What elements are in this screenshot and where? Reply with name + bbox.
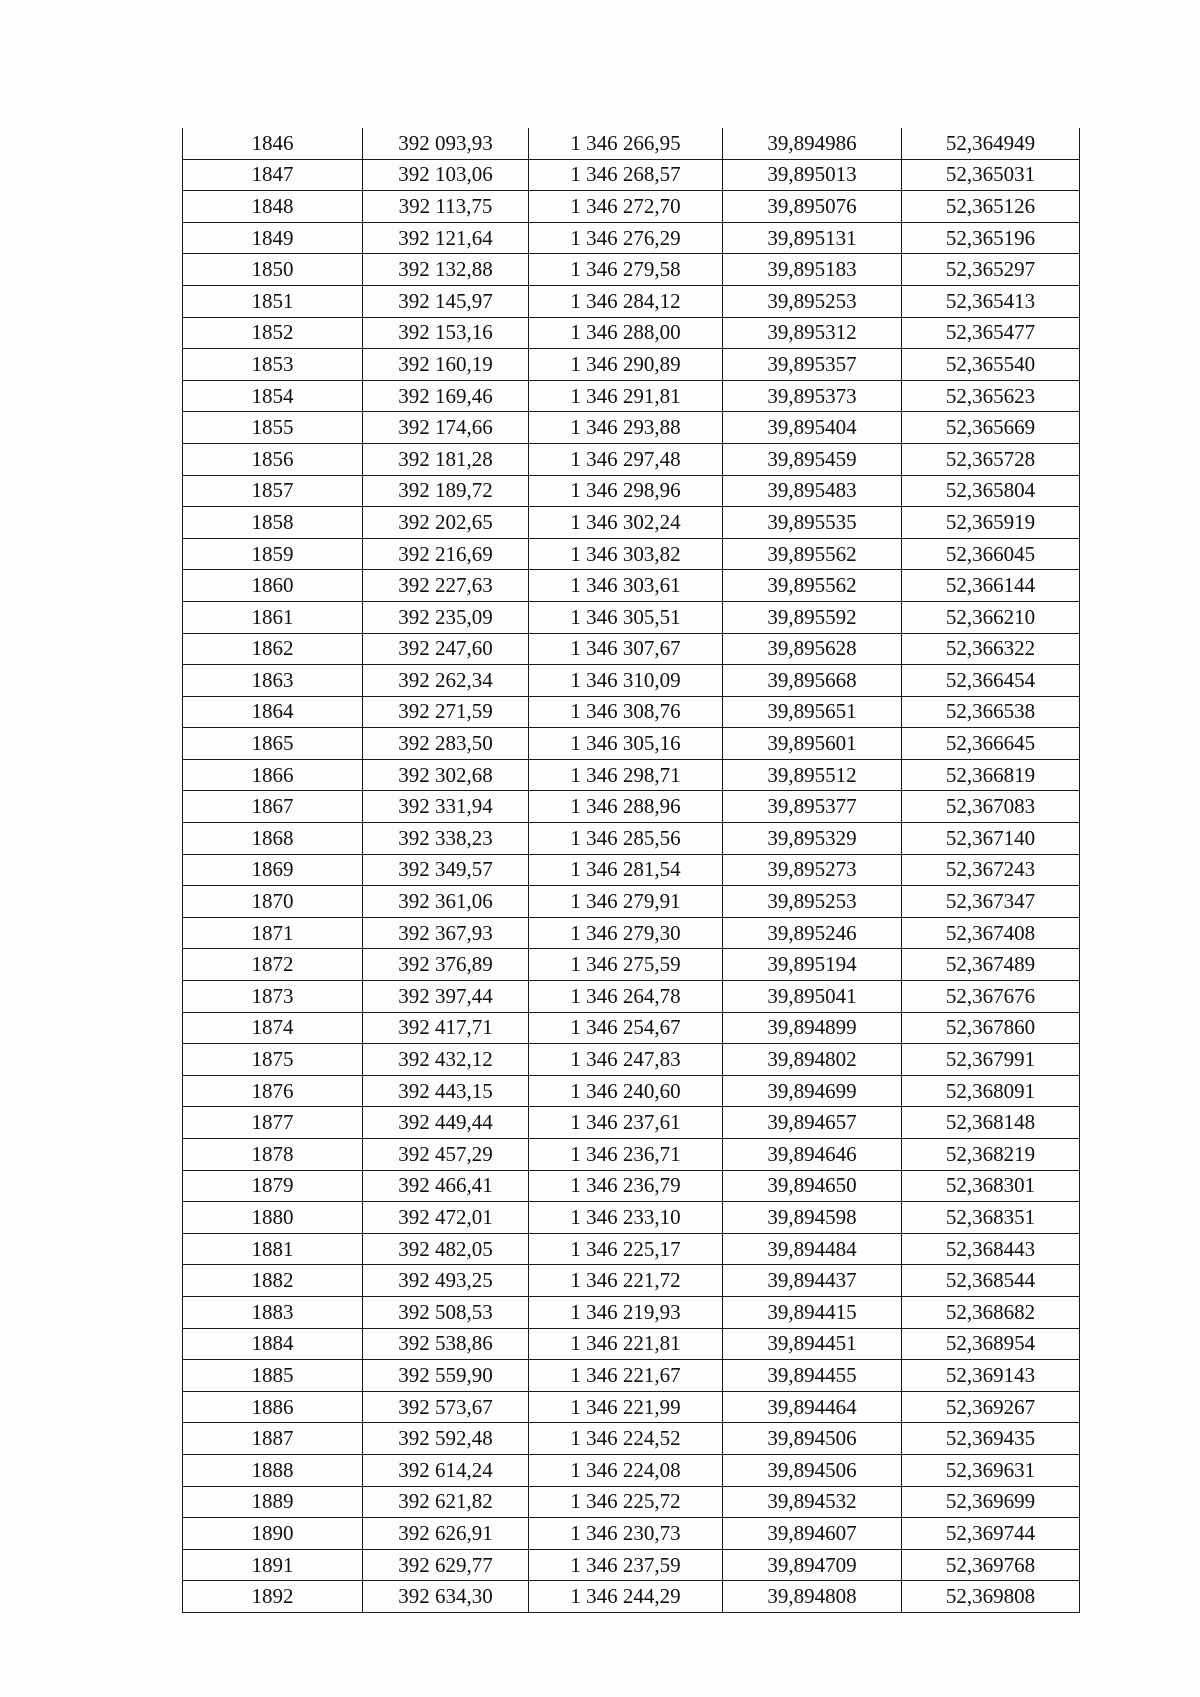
latitude-cell: 52,366454 — [902, 665, 1080, 697]
latitude-cell: 52,365804 — [902, 475, 1080, 507]
latitude-cell: 52,365196 — [902, 222, 1080, 254]
table-row — [183, 1202, 1080, 1234]
latitude-cell: 52,367860 — [902, 1012, 1080, 1044]
y-coordinate-cell: 1 346 237,59 — [529, 1549, 723, 1581]
point-number-cell: 1878 — [183, 1139, 363, 1171]
table-row — [183, 1265, 1080, 1297]
y-coordinate-cell: 1 346 291,81 — [529, 380, 723, 412]
table-row — [183, 475, 1080, 507]
table-row — [183, 886, 1080, 918]
point-number-cell: 1884 — [183, 1328, 363, 1360]
latitude-cell: 52,369744 — [902, 1518, 1080, 1550]
longitude-cell: 39,894808 — [723, 1581, 902, 1613]
y-coordinate-cell: 1 346 275,59 — [529, 949, 723, 981]
y-coordinate-cell: 1 346 244,29 — [529, 1581, 723, 1613]
point-number-cell: 1868 — [183, 823, 363, 855]
x-coordinate-cell: 392 349,57 — [363, 854, 529, 886]
longitude-cell: 39,894598 — [723, 1202, 902, 1234]
x-coordinate-cell: 392 113,75 — [363, 191, 529, 223]
point-number-cell: 1853 — [183, 349, 363, 381]
latitude-cell: 52,366322 — [902, 633, 1080, 665]
longitude-cell: 39,895535 — [723, 507, 902, 539]
longitude-cell: 39,895404 — [723, 412, 902, 444]
table-row — [183, 1107, 1080, 1139]
y-coordinate-cell: 1 346 225,72 — [529, 1486, 723, 1518]
longitude-cell: 39,895459 — [723, 443, 902, 475]
latitude-cell: 52,365623 — [902, 380, 1080, 412]
table-row — [183, 854, 1080, 886]
x-coordinate-cell: 392 145,97 — [363, 285, 529, 317]
longitude-cell: 39,895041 — [723, 981, 902, 1013]
point-number-cell: 1879 — [183, 1170, 363, 1202]
y-coordinate-cell: 1 346 240,60 — [529, 1075, 723, 1107]
point-number-cell: 1847 — [183, 159, 363, 191]
y-coordinate-cell: 1 346 221,72 — [529, 1265, 723, 1297]
latitude-cell: 52,369808 — [902, 1581, 1080, 1613]
longitude-cell: 39,894607 — [723, 1518, 902, 1550]
latitude-cell: 52,369699 — [902, 1486, 1080, 1518]
longitude-cell: 39,895562 — [723, 538, 902, 570]
latitude-cell: 52,368443 — [902, 1233, 1080, 1265]
point-number-cell: 1875 — [183, 1044, 363, 1076]
latitude-cell: 52,364949 — [902, 128, 1080, 159]
longitude-cell: 39,895377 — [723, 791, 902, 823]
point-number-cell: 1846 — [183, 128, 363, 159]
table-row — [183, 222, 1080, 254]
point-number-cell: 1866 — [183, 759, 363, 791]
longitude-cell: 39,894506 — [723, 1454, 902, 1486]
table-row — [183, 570, 1080, 602]
latitude-cell: 52,366045 — [902, 538, 1080, 570]
point-number-cell: 1883 — [183, 1296, 363, 1328]
x-coordinate-cell: 392 361,06 — [363, 886, 529, 918]
point-number-cell: 1863 — [183, 665, 363, 697]
y-coordinate-cell: 1 346 288,96 — [529, 791, 723, 823]
longitude-cell: 39,895253 — [723, 886, 902, 918]
y-coordinate-cell: 1 346 221,67 — [529, 1360, 723, 1392]
table-row — [183, 1044, 1080, 1076]
latitude-cell: 52,366210 — [902, 601, 1080, 633]
x-coordinate-cell: 392 132,88 — [363, 254, 529, 286]
table-row — [183, 949, 1080, 981]
table-row — [183, 1139, 1080, 1171]
y-coordinate-cell: 1 346 268,57 — [529, 159, 723, 191]
table-row — [183, 412, 1080, 444]
point-number-cell: 1857 — [183, 475, 363, 507]
y-coordinate-cell: 1 346 305,51 — [529, 601, 723, 633]
point-number-cell: 1872 — [183, 949, 363, 981]
longitude-cell: 39,895601 — [723, 728, 902, 760]
point-number-cell: 1860 — [183, 570, 363, 602]
latitude-cell: 52,367243 — [902, 854, 1080, 886]
latitude-cell: 52,366538 — [902, 696, 1080, 728]
table-row — [183, 1360, 1080, 1392]
y-coordinate-cell: 1 346 236,79 — [529, 1170, 723, 1202]
y-coordinate-cell: 1 346 221,99 — [529, 1391, 723, 1423]
y-coordinate-cell: 1 346 224,08 — [529, 1454, 723, 1486]
y-coordinate-cell: 1 346 254,67 — [529, 1012, 723, 1044]
table-row — [183, 823, 1080, 855]
point-number-cell: 1848 — [183, 191, 363, 223]
y-coordinate-cell: 1 346 221,81 — [529, 1328, 723, 1360]
table-row — [183, 601, 1080, 633]
x-coordinate-cell: 392 629,77 — [363, 1549, 529, 1581]
longitude-cell: 39,895194 — [723, 949, 902, 981]
longitude-cell: 39,894484 — [723, 1233, 902, 1265]
table-row — [183, 1012, 1080, 1044]
longitude-cell: 39,895246 — [723, 917, 902, 949]
point-number-cell: 1874 — [183, 1012, 363, 1044]
latitude-cell: 52,367140 — [902, 823, 1080, 855]
table-row — [183, 696, 1080, 728]
longitude-cell: 39,895183 — [723, 254, 902, 286]
table-row — [183, 1233, 1080, 1265]
table-row — [183, 285, 1080, 317]
longitude-cell: 39,894709 — [723, 1549, 902, 1581]
latitude-cell: 52,365031 — [902, 159, 1080, 191]
x-coordinate-cell: 392 160,19 — [363, 349, 529, 381]
longitude-cell: 39,895668 — [723, 665, 902, 697]
latitude-cell: 52,365919 — [902, 507, 1080, 539]
table-row — [183, 128, 1080, 159]
y-coordinate-cell: 1 346 233,10 — [529, 1202, 723, 1234]
table-row — [183, 538, 1080, 570]
longitude-cell: 39,894532 — [723, 1486, 902, 1518]
x-coordinate-cell: 392 153,16 — [363, 317, 529, 349]
point-number-cell: 1871 — [183, 917, 363, 949]
point-number-cell: 1877 — [183, 1107, 363, 1139]
latitude-cell: 52,367676 — [902, 981, 1080, 1013]
x-coordinate-cell: 392 376,89 — [363, 949, 529, 981]
latitude-cell: 52,366645 — [902, 728, 1080, 760]
x-coordinate-cell: 392 189,72 — [363, 475, 529, 507]
x-coordinate-cell: 392 216,69 — [363, 538, 529, 570]
latitude-cell: 52,365669 — [902, 412, 1080, 444]
latitude-cell: 52,365540 — [902, 349, 1080, 381]
y-coordinate-cell: 1 346 285,56 — [529, 823, 723, 855]
longitude-cell: 39,894650 — [723, 1170, 902, 1202]
point-number-cell: 1876 — [183, 1075, 363, 1107]
table-row — [183, 380, 1080, 412]
longitude-cell: 39,894437 — [723, 1265, 902, 1297]
y-coordinate-cell: 1 346 225,17 — [529, 1233, 723, 1265]
longitude-cell: 39,895329 — [723, 823, 902, 855]
x-coordinate-cell: 392 121,64 — [363, 222, 529, 254]
y-coordinate-cell: 1 346 284,12 — [529, 285, 723, 317]
longitude-cell: 39,894451 — [723, 1328, 902, 1360]
longitude-cell: 39,895592 — [723, 601, 902, 633]
point-number-cell: 1854 — [183, 380, 363, 412]
latitude-cell: 52,365126 — [902, 191, 1080, 223]
latitude-cell: 52,368301 — [902, 1170, 1080, 1202]
y-coordinate-cell: 1 346 308,76 — [529, 696, 723, 728]
point-number-cell: 1881 — [183, 1233, 363, 1265]
y-coordinate-cell: 1 346 303,82 — [529, 538, 723, 570]
table-row — [183, 1581, 1080, 1613]
table-row — [183, 1486, 1080, 1518]
latitude-cell: 52,369143 — [902, 1360, 1080, 1392]
x-coordinate-cell: 392 621,82 — [363, 1486, 529, 1518]
point-number-cell: 1880 — [183, 1202, 363, 1234]
point-number-cell: 1886 — [183, 1391, 363, 1423]
latitude-cell: 52,368544 — [902, 1265, 1080, 1297]
longitude-cell: 39,894646 — [723, 1139, 902, 1171]
point-number-cell: 1870 — [183, 886, 363, 918]
point-number-cell: 1856 — [183, 443, 363, 475]
table-row — [183, 1075, 1080, 1107]
x-coordinate-cell: 392 331,94 — [363, 791, 529, 823]
point-number-cell: 1888 — [183, 1454, 363, 1486]
x-coordinate-cell: 392 538,86 — [363, 1328, 529, 1360]
longitude-cell: 39,895651 — [723, 696, 902, 728]
point-number-cell: 1885 — [183, 1360, 363, 1392]
table-row — [183, 981, 1080, 1013]
x-coordinate-cell: 392 247,60 — [363, 633, 529, 665]
y-coordinate-cell: 1 346 230,73 — [529, 1518, 723, 1550]
longitude-cell: 39,895562 — [723, 570, 902, 602]
x-coordinate-cell: 392 174,66 — [363, 412, 529, 444]
latitude-cell: 52,368954 — [902, 1328, 1080, 1360]
longitude-cell: 39,895312 — [723, 317, 902, 349]
x-coordinate-cell: 392 283,50 — [363, 728, 529, 760]
x-coordinate-cell: 392 493,25 — [363, 1265, 529, 1297]
x-coordinate-cell: 392 202,65 — [363, 507, 529, 539]
x-coordinate-cell: 392 262,34 — [363, 665, 529, 697]
point-number-cell: 1890 — [183, 1518, 363, 1550]
longitude-cell: 39,895273 — [723, 854, 902, 886]
x-coordinate-cell: 392 417,71 — [363, 1012, 529, 1044]
longitude-cell: 39,894699 — [723, 1075, 902, 1107]
x-coordinate-cell: 392 573,67 — [363, 1391, 529, 1423]
table-row — [183, 665, 1080, 697]
x-coordinate-cell: 392 103,06 — [363, 159, 529, 191]
x-coordinate-cell: 392 634,30 — [363, 1581, 529, 1613]
point-number-cell: 1867 — [183, 791, 363, 823]
longitude-cell: 39,895373 — [723, 380, 902, 412]
table-row — [183, 317, 1080, 349]
table-row — [183, 728, 1080, 760]
table-row — [183, 191, 1080, 223]
y-coordinate-cell: 1 346 298,96 — [529, 475, 723, 507]
latitude-cell: 52,368219 — [902, 1139, 1080, 1171]
longitude-cell: 39,895253 — [723, 285, 902, 317]
latitude-cell: 52,366144 — [902, 570, 1080, 602]
longitude-cell: 39,895483 — [723, 475, 902, 507]
latitude-cell: 52,368682 — [902, 1296, 1080, 1328]
table-row — [183, 159, 1080, 191]
x-coordinate-cell: 392 443,15 — [363, 1075, 529, 1107]
y-coordinate-cell: 1 346 307,67 — [529, 633, 723, 665]
table-row — [183, 507, 1080, 539]
y-coordinate-cell: 1 346 266,95 — [529, 128, 723, 159]
x-coordinate-cell: 392 367,93 — [363, 917, 529, 949]
x-coordinate-cell: 392 169,46 — [363, 380, 529, 412]
point-number-cell: 1861 — [183, 601, 363, 633]
y-coordinate-cell: 1 346 310,09 — [529, 665, 723, 697]
x-coordinate-cell: 392 449,44 — [363, 1107, 529, 1139]
y-coordinate-cell: 1 346 298,71 — [529, 759, 723, 791]
point-number-cell: 1855 — [183, 412, 363, 444]
point-number-cell: 1892 — [183, 1581, 363, 1613]
table-row — [183, 1391, 1080, 1423]
table-row — [183, 1423, 1080, 1455]
table-row — [183, 759, 1080, 791]
table-row — [183, 791, 1080, 823]
table-row — [183, 1170, 1080, 1202]
coordinates-table-body — [183, 128, 1080, 1612]
longitude-cell: 39,894802 — [723, 1044, 902, 1076]
point-number-cell: 1889 — [183, 1486, 363, 1518]
table-row — [183, 1454, 1080, 1486]
point-number-cell: 1850 — [183, 254, 363, 286]
longitude-cell: 39,895013 — [723, 159, 902, 191]
y-coordinate-cell: 1 346 293,88 — [529, 412, 723, 444]
point-number-cell: 1864 — [183, 696, 363, 728]
y-coordinate-cell: 1 346 224,52 — [529, 1423, 723, 1455]
latitude-cell: 52,368148 — [902, 1107, 1080, 1139]
table-row — [183, 349, 1080, 381]
point-number-cell: 1852 — [183, 317, 363, 349]
y-coordinate-cell: 1 346 247,83 — [529, 1044, 723, 1076]
x-coordinate-cell: 392 338,23 — [363, 823, 529, 855]
latitude-cell: 52,367489 — [902, 949, 1080, 981]
x-coordinate-cell: 392 508,53 — [363, 1296, 529, 1328]
x-coordinate-cell: 392 432,12 — [363, 1044, 529, 1076]
y-coordinate-cell: 1 346 279,30 — [529, 917, 723, 949]
latitude-cell: 52,367991 — [902, 1044, 1080, 1076]
table-row — [183, 917, 1080, 949]
coordinates-table — [182, 128, 1080, 1613]
y-coordinate-cell: 1 346 305,16 — [529, 728, 723, 760]
y-coordinate-cell: 1 346 264,78 — [529, 981, 723, 1013]
longitude-cell: 39,894899 — [723, 1012, 902, 1044]
table-row — [183, 1328, 1080, 1360]
table-row — [183, 1549, 1080, 1581]
latitude-cell: 52,368091 — [902, 1075, 1080, 1107]
x-coordinate-cell: 392 482,05 — [363, 1233, 529, 1265]
y-coordinate-cell: 1 346 290,89 — [529, 349, 723, 381]
point-number-cell: 1858 — [183, 507, 363, 539]
latitude-cell: 52,369768 — [902, 1549, 1080, 1581]
x-coordinate-cell: 392 227,63 — [363, 570, 529, 602]
latitude-cell: 52,369267 — [902, 1391, 1080, 1423]
longitude-cell: 39,894986 — [723, 128, 902, 159]
latitude-cell: 52,365297 — [902, 254, 1080, 286]
x-coordinate-cell: 392 302,68 — [363, 759, 529, 791]
table-row — [183, 1296, 1080, 1328]
point-number-cell: 1887 — [183, 1423, 363, 1455]
y-coordinate-cell: 1 346 302,24 — [529, 507, 723, 539]
x-coordinate-cell: 392 626,91 — [363, 1518, 529, 1550]
point-number-cell: 1859 — [183, 538, 363, 570]
y-coordinate-cell: 1 346 276,29 — [529, 222, 723, 254]
x-coordinate-cell: 392 397,44 — [363, 981, 529, 1013]
latitude-cell: 52,367083 — [902, 791, 1080, 823]
latitude-cell: 52,368351 — [902, 1202, 1080, 1234]
latitude-cell: 52,367408 — [902, 917, 1080, 949]
x-coordinate-cell: 392 614,24 — [363, 1454, 529, 1486]
latitude-cell: 52,367347 — [902, 886, 1080, 918]
longitude-cell: 39,895076 — [723, 191, 902, 223]
longitude-cell: 39,895131 — [723, 222, 902, 254]
longitude-cell: 39,895512 — [723, 759, 902, 791]
longitude-cell: 39,894455 — [723, 1360, 902, 1392]
longitude-cell: 39,895628 — [723, 633, 902, 665]
latitude-cell: 52,365728 — [902, 443, 1080, 475]
longitude-cell: 39,894415 — [723, 1296, 902, 1328]
table-row — [183, 633, 1080, 665]
x-coordinate-cell: 392 093,93 — [363, 128, 529, 159]
point-number-cell: 1849 — [183, 222, 363, 254]
y-coordinate-cell: 1 346 219,93 — [529, 1296, 723, 1328]
point-number-cell: 1862 — [183, 633, 363, 665]
y-coordinate-cell: 1 346 288,00 — [529, 317, 723, 349]
longitude-cell: 39,894464 — [723, 1391, 902, 1423]
table-row — [183, 1518, 1080, 1550]
y-coordinate-cell: 1 346 279,58 — [529, 254, 723, 286]
x-coordinate-cell: 392 457,29 — [363, 1139, 529, 1171]
x-coordinate-cell: 392 235,09 — [363, 601, 529, 633]
point-number-cell: 1851 — [183, 285, 363, 317]
longitude-cell: 39,894506 — [723, 1423, 902, 1455]
x-coordinate-cell: 392 181,28 — [363, 443, 529, 475]
longitude-cell: 39,894657 — [723, 1107, 902, 1139]
y-coordinate-cell: 1 346 303,61 — [529, 570, 723, 602]
point-number-cell: 1891 — [183, 1549, 363, 1581]
y-coordinate-cell: 1 346 281,54 — [529, 854, 723, 886]
point-number-cell: 1882 — [183, 1265, 363, 1297]
x-coordinate-cell: 392 271,59 — [363, 696, 529, 728]
latitude-cell: 52,369435 — [902, 1423, 1080, 1455]
point-number-cell: 1873 — [183, 981, 363, 1013]
latitude-cell: 52,366819 — [902, 759, 1080, 791]
point-number-cell: 1869 — [183, 854, 363, 886]
longitude-cell: 39,895357 — [723, 349, 902, 381]
latitude-cell: 52,365477 — [902, 317, 1080, 349]
x-coordinate-cell: 392 466,41 — [363, 1170, 529, 1202]
x-coordinate-cell: 392 559,90 — [363, 1360, 529, 1392]
y-coordinate-cell: 1 346 297,48 — [529, 443, 723, 475]
y-coordinate-cell: 1 346 236,71 — [529, 1139, 723, 1171]
point-number-cell: 1865 — [183, 728, 363, 760]
table-row — [183, 443, 1080, 475]
x-coordinate-cell: 392 592,48 — [363, 1423, 529, 1455]
latitude-cell: 52,369631 — [902, 1454, 1080, 1486]
table-row — [183, 254, 1080, 286]
y-coordinate-cell: 1 346 237,61 — [529, 1107, 723, 1139]
x-coordinate-cell: 392 472,01 — [363, 1202, 529, 1234]
y-coordinate-cell: 1 346 272,70 — [529, 191, 723, 223]
latitude-cell: 52,365413 — [902, 285, 1080, 317]
y-coordinate-cell: 1 346 279,91 — [529, 886, 723, 918]
